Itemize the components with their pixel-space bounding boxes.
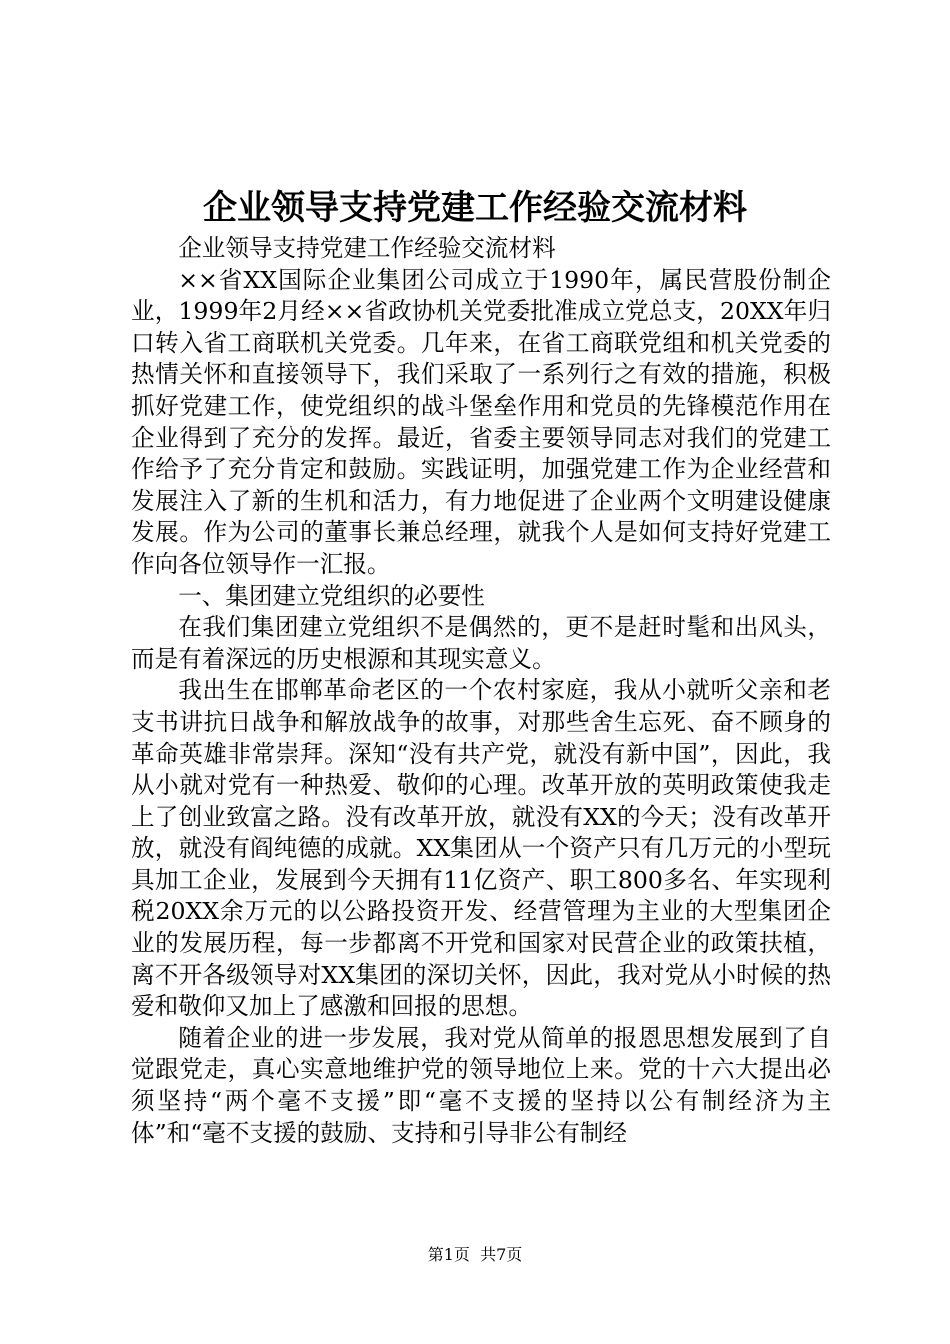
section-heading-1: 一、集团建立党组织的必要性	[178, 581, 485, 610]
paragraph-subtitle: 企业领导支持党建工作经验交流材料	[178, 234, 556, 262]
page-footer	[0, 1243, 950, 1267]
page-number: 第1页	[427, 1245, 470, 1264]
paragraph-3: 我出生在邯郸革命老区的一个农村家庭，我从小就听父亲和老支书讲抗日战争和解放战争的故事，对那些舍生忘死、奋不顾身的革命英雄非常崇拜。深知“没有共产党，就没有新中国”，因此，我从小就对党有一种热爱、敬仰的心理。改革开放的英明政策使我走上了创业致富之路。没有改革开放，就没有XX的今天；没有改革开放，就没有阎纯德的成就。XX集团从一个资产只有几万元的小型玩具加工企业，发展到今天拥有11亿资产、职工800多名、年实现利税20XX余万元的以公路投资开发、经营管理为主业的大型集团企业的发展历程，每一步都离不开党和国家对民营企业的政策扶植，离不开各级领导对XX集团的深切关怀，因此，我对党从小时候的热爱和敬仰又加上了感激和回报的思想。	[131, 676, 831, 1021]
document-title: 企业领导支持党建工作经验交流材料	[203, 188, 747, 228]
paragraph-4: 随着企业的进一步发展，我对党从简单的报恩思想发展到了自觉跟党走，真心实意地维护党的领导地位上来。党的十六大提出必须坚持“两个毫不支援”即“毫不支援的坚持以公有制经济为主体”和“毫不支援的鼓励、支持和引导非公有制经	[131, 1023, 831, 1147]
page-total: 共7页	[480, 1245, 523, 1264]
paragraph-intro: ××省XX国际企业集团公司成立于1990年，属民营股份制企业，1999年2月经××省政协机关党委批准成立党总支，20XX年归口转入省工商联机关党委。几年来，在省工商联党组和机关党委的热情关怀和直接领导下，我们采取了一系列行之有效的措施，积极抓好党建工作，使党组织的战斗堡垒作用和党员的先锋模范作用在企业得到了充分的发挥。最近，省委主要领导同志对我们的党建工作给予了充分肯定和鼓励。实践证明，加强党建工作为企业经营和发展注入了新的生机和活力，有力地促进了企业两个文明建设健康发展。作为公司的董事长兼总经理，就我个人是如何支持好党建工作向各位领导作一汇报。	[131, 265, 831, 578]
document-body	[131, 233, 831, 1149]
paragraph-2: 在我们集团建立党组织不是偶然的，更不是赶时髦和出风头，而是有着深远的历史根源和其现实意义。	[131, 613, 831, 673]
